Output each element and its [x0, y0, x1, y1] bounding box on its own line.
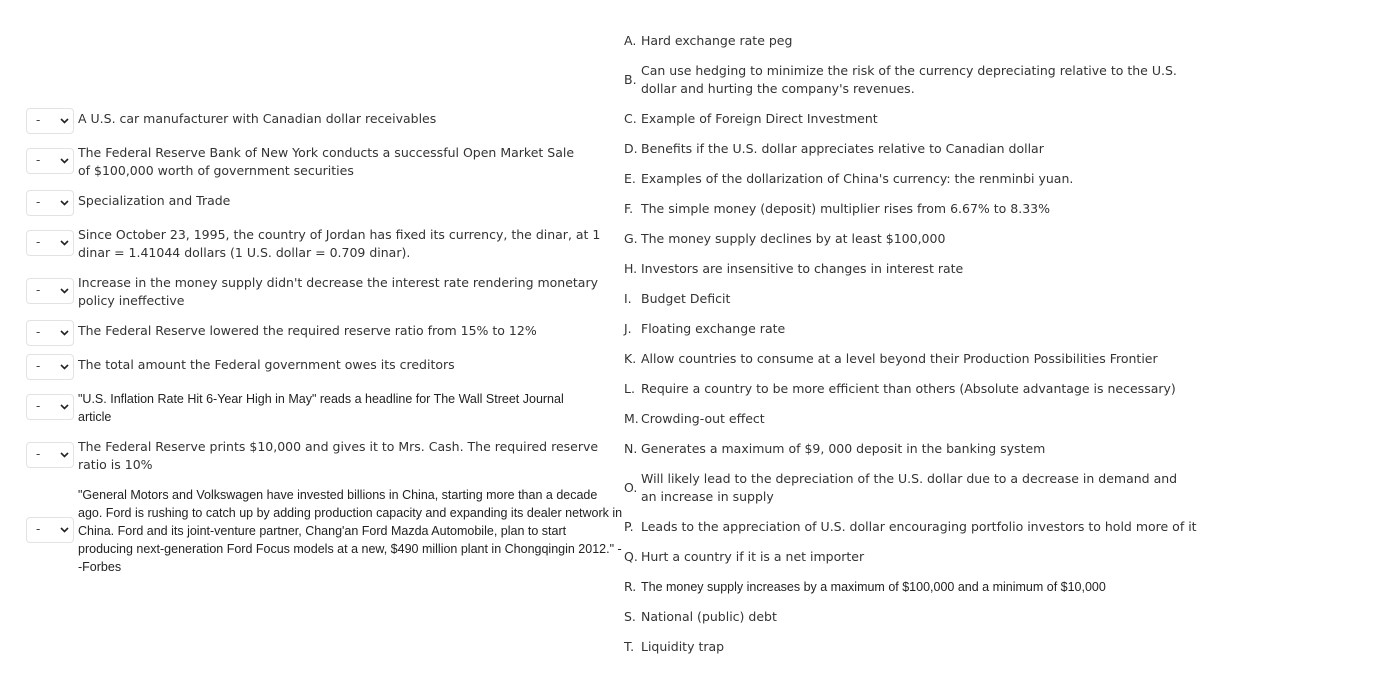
chevron-down-icon [60, 404, 69, 410]
prompt-text: The Federal Reserve prints $10,000 and gives it to Mrs. Cash. The required reserve ratio is 10% [78, 439, 599, 472]
chevron-down-icon [60, 330, 69, 336]
chevron-down-icon [60, 527, 69, 533]
chevron-down-icon [60, 158, 69, 164]
dropdown-value: - [36, 195, 41, 209]
prompt-text: Since October 23, 1995, the country of Jordan has fixed its currency, the dinar, at 1 dinar = 1.41044 dollars (1 U.S. dollar = 0.709 dinar). [78, 227, 601, 260]
prompt-text: Specialization and Trade [78, 193, 231, 208]
dropdown-value: - [36, 325, 41, 339]
dropdown-value: - [36, 113, 41, 127]
prompt-text: "General Motors and Volkswagen have invested billions in China, starting more than a decade ago. Ford is rushing to catch up by adding production capacity and expanding its dealer network in China. Ford and its joint-venture partner, Chang'an Ford Mazda Automobile, plan to start producing next-generation Ford Focus models at a new, $490 million plant in Chongqingin 2012." --Forbes [78, 488, 623, 574]
answer-dropdown-9[interactable] [26, 442, 74, 468]
prompt-text: "U.S. Inflation Rate Hit 6-Year High in May" reads a headline for The Wall Street Journal article [78, 392, 564, 424]
dropdown-value: - [36, 235, 41, 249]
chevron-down-icon [60, 364, 69, 370]
answer-dropdown-10[interactable] [26, 517, 74, 543]
prompt-text: A U.S. car manufacturer with Canadian dollar receivables [78, 111, 437, 126]
answer-dropdown-6[interactable] [26, 320, 74, 346]
answer-dropdown-5[interactable] [26, 278, 74, 304]
chevron-down-icon [60, 200, 69, 206]
answer-dropdown-7[interactable] [26, 354, 74, 380]
prompt-text: The Federal Reserve Bank of New York conducts a successful Open Market Sale of $100,000 worth of government securities [78, 145, 575, 178]
chevron-down-icon [60, 118, 69, 124]
answer-dropdown-2[interactable] [26, 148, 74, 174]
prompt-text: Increase in the money supply didn't decrease the interest rate rendering monetary policy ineffective [78, 275, 599, 308]
prompt-text: The total amount the Federal government owes its creditors [78, 357, 455, 372]
answer-dropdown-3[interactable] [26, 190, 74, 216]
chevron-down-icon [60, 452, 69, 458]
dropdown-value: - [36, 447, 41, 461]
dropdown-value: - [36, 399, 41, 413]
dropdown-value: - [36, 522, 41, 536]
answer-dropdown-4[interactable] [26, 230, 74, 256]
prompt-text: The Federal Reserve lowered the required reserve ratio from 15% to 12% [78, 323, 537, 338]
chevron-down-icon [60, 240, 69, 246]
dropdown-value: - [36, 283, 41, 297]
dropdown-value: - [36, 359, 41, 373]
dropdown-value: - [36, 153, 41, 167]
answer-dropdown-8[interactable] [26, 394, 74, 420]
answer-dropdown-1[interactable] [26, 108, 74, 134]
chevron-down-icon [60, 288, 69, 294]
